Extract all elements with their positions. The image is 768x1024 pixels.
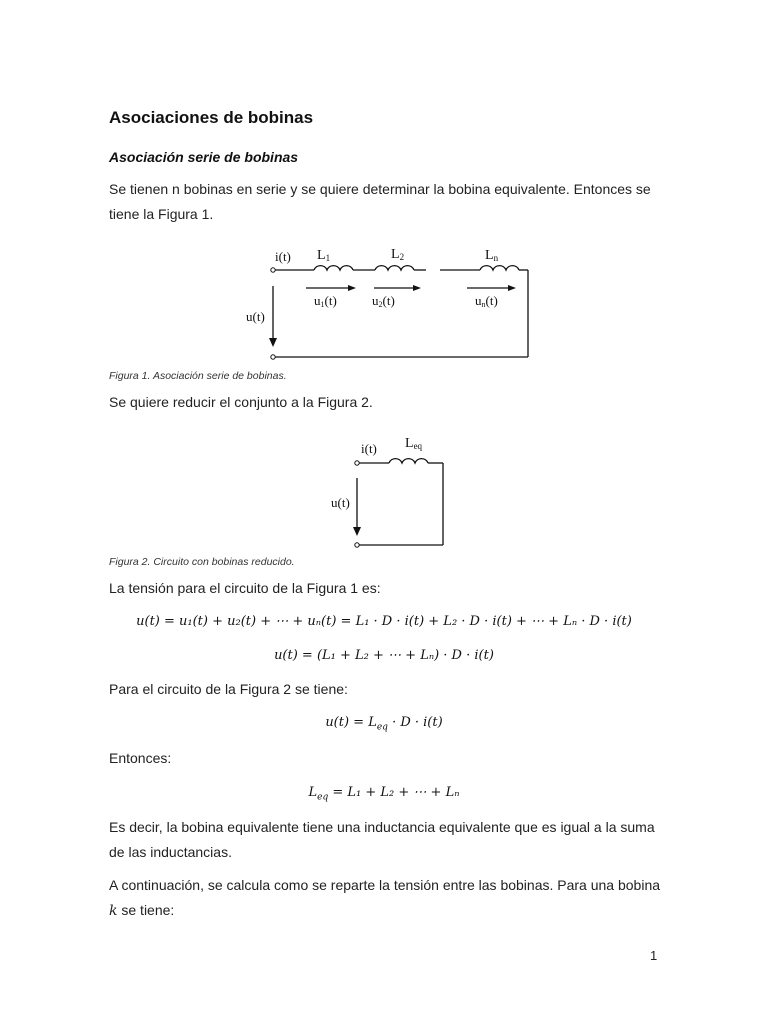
page-number: 1 [650,948,658,963]
arrow-head [508,285,516,291]
current-label: i(t) [275,249,291,264]
paragraph-line: A continuación, se calcula como se reparte la tensión entre las bobinas. Para una bobina [109,877,661,893]
section-heading: Asociación serie de bobinas [109,149,299,165]
equation-2: u(t) = (L₁ + L₂ + ⋯ + Lₙ) · D · i(t) [274,648,494,663]
paragraph-text: se tiene: [117,902,175,918]
variable-k: k [109,903,118,919]
l2-label: L2 [391,247,405,262]
equation-3: $u(t) = L_{eq} \cdot D \cdot i(t)$ [325,715,443,733]
paragraph-line: Se tienen n bobinas en serie y se quiere determinar la bobina equivalente. Entonces se [109,181,651,197]
paragraph-conclusion [109,815,669,865]
paragraph: La tensión para el circuito de la Figura 1 es: [109,580,381,596]
paragraph-line: de las inductancias. [109,844,232,860]
arrow-head [269,338,277,347]
u1-label: u1(t) [314,293,337,309]
terminal-top [271,268,275,272]
inductor-ln [480,266,519,270]
arrow-head [413,285,421,291]
page-title: Asociaciones de bobinas [109,108,314,127]
terminal-top [355,461,359,465]
current-label: i(t) [361,441,377,456]
equation-1: u(t) = u₁(t) + u₂(t) + ⋯ + uₙ(t) = L₁ · D · i(t) + L₂ · D · i(t) + ⋯ + Lₙ · D · i(t) [136,614,632,629]
leq-label: Leq [405,436,423,451]
paragraph: Para el circuito de la Figura 2 se tiene: [109,681,348,697]
paragraph: Entonces: [109,750,172,766]
paragraph-next [109,873,669,924]
l1-label: L1 [317,248,331,263]
inductor-l2 [375,266,414,270]
figure-2-reduced-circuit [326,432,450,550]
terminal-bottom [271,355,275,359]
terminal-bottom [355,543,359,547]
paragraph-line: Es decir, la bobina equivalente tiene una inductancia equivalente que es igual a la suma [109,819,655,835]
un-label: un(t) [475,293,498,309]
figure-2-caption: Figura 2. Circuito con bobinas reducido. [109,556,295,568]
u2-label: u2(t) [372,293,395,309]
equation-4: $L_{eq} = L_1 + L_2$ + ⋯ + Lₙ [308,785,460,803]
paragraph: Se quiere reducir el conjunto a la Figura 2. [109,394,373,410]
paragraph-line: tiene la Figura 1. [109,206,214,222]
paragraph-line [109,898,669,924]
ln-label: Ln [485,248,499,263]
figure-1-series-circuit [240,240,540,366]
arrow-head [353,527,361,536]
voltage-label: u(t) [246,309,265,324]
paragraph-intro [109,177,669,227]
inductor-leq [389,459,428,463]
inductor-l1 [314,266,353,270]
voltage-label: u(t) [331,495,350,510]
figure-1-caption: Figura 1. Asociación serie de bobinas. [109,370,287,382]
arrow-head [348,285,356,291]
